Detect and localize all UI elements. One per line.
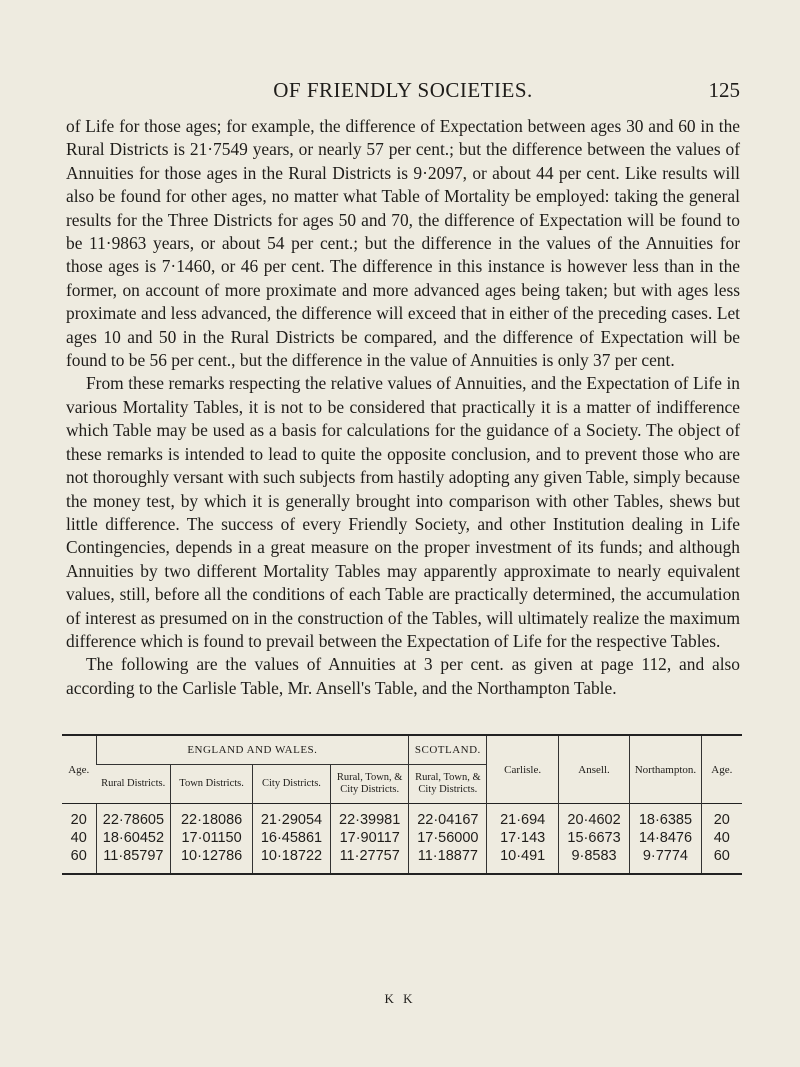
table-row: [62, 804, 742, 830]
age-cell: 40: [70, 830, 87, 846]
rural-cell: 22·78605: [96, 804, 171, 830]
scotland-cell: 17·56000: [409, 829, 487, 847]
running-title: OF FRIENDLY SOCIETIES.: [273, 78, 533, 102]
england-wales-header: ENGLAND AND WALES.: [96, 735, 409, 765]
age-cell-right: 20: [701, 804, 742, 830]
town-cell: 10·12786: [171, 847, 253, 874]
scotland-header: SCOTLAND.: [409, 735, 487, 765]
rural-cell: 18·60452: [96, 829, 171, 847]
city-cell: 10·18722: [252, 847, 330, 874]
rural-districts-header: Rural Districts.: [96, 765, 171, 804]
body-text: [66, 115, 740, 700]
table-row: [62, 829, 742, 847]
carlisle-header: Carlisle.: [487, 735, 558, 804]
paragraph-2: From these remarks respecting the relative values of Annuities, and the Expectation of Life in various Mortality Tables, it is not to be considered that practically it is a matter of indifference which Table may be used as a basis for calculations for the guidance of a Society. The object of these remarks is intended to lead to quite the opposite conclusion, and to prevent those who are not thoroughly versant with such subjects from hastily adopting any given Table, simply because the money test, by which it is generally brought into comparison with other Tables, shews but little difference. The success of every Friendly Society, and other Institution dealing in Life Contingencies, depends in a great measure on the proper investment of its funds; and although Annuities by two different Mortality Tables may apparently approximate to nearly equivalent values, still, before all the conditions of each Table are practically determined, the accumulation of interest as presumed on in the construction of the Tables, will ultimately realize the maximum difference which is found to prevail between the Expectation of Life for the respective Tables.: [66, 373, 740, 651]
age-cell-right: 40: [701, 829, 742, 847]
age-header-right: Age.: [701, 735, 742, 804]
age-header: Age.: [68, 763, 90, 776]
page-header: [66, 78, 740, 102]
age-cell: 60: [70, 848, 87, 864]
northampton-header: Northampton.: [630, 735, 701, 804]
northampton-cell: 14·8476: [630, 829, 701, 847]
carlisle-cell: 21·694: [487, 804, 558, 830]
northampton-cell: 18·6385: [630, 804, 701, 830]
rtc-cell: 22·39981: [331, 804, 409, 830]
ansell-cell: 15·6673: [558, 829, 629, 847]
northampton-cell: 9·7774: [630, 847, 701, 874]
page-number: 125: [708, 78, 740, 102]
town-districts-header: Town Districts.: [171, 765, 253, 804]
rtc-cell: 11·27757: [331, 847, 409, 874]
scotland-all-districts-header: Rural, Town, & City Districts.: [409, 765, 487, 804]
city-cell: 21·29054: [252, 804, 330, 830]
town-cell: 17·01150: [171, 829, 253, 847]
city-districts-header: City Districts.: [252, 765, 330, 804]
rural-town-city-header: Rural, Town, & City Districts.: [331, 765, 409, 804]
paragraph-3: The following are the values of Annuities at 3 per cent. as given at page 112, and also according to the Carlisle Table, Mr. Ansell's Table, and the Northampton Table.: [66, 654, 740, 698]
table-row: [62, 847, 742, 874]
ansell-cell: 9·8583: [558, 847, 629, 874]
rural-cell: 11·85797: [96, 847, 171, 874]
city-cell: 16·45861: [252, 829, 330, 847]
scotland-cell: 11·18877: [409, 847, 487, 874]
ansell-cell: 20·4602: [558, 804, 629, 830]
town-cell: 22·18086: [171, 804, 253, 830]
scotland-cell: 22·04167: [409, 804, 487, 830]
rtc-cell: 17·90117: [331, 829, 409, 847]
signature-mark: K K: [384, 991, 416, 1006]
carlisle-cell: 10·491: [487, 847, 558, 874]
age-cell: 20: [62, 804, 96, 830]
paragraph-1: of Life for those ages; for example, the difference of Expectation between ages 30 and 60 in the Rural Districts is 21·7549 years, or nearly 57 per cent.; but the difference between the values of Annuities for those ages in the Rural Districts is 9·2097, or about 44 per cent. Like results will also be found for other ages, no matter what Table of Mortality be employed: taking the general results for the Three Districts for ages 50 and 70, the difference of Expectation will be found to be 11·9863 years, or about 54 per cent.; but the difference in the values of the Annuities for those ages is 7·1460, or 46 per cent. The difference in this instance is however less than in the former, on account of more proximate and more advanced ages being taken; but with ages less proximate and less advanced, the difference will exceed that in either of the preceding cases. Let ages 10 and 50 in the Rural Districts be compared, and the difference of Expectation will be found to be 56 per cent., but the difference in the value of Annuities is only 37 per cent.: [66, 116, 740, 371]
ansell-header: Ansell.: [558, 735, 629, 804]
age-cell-right: 60: [701, 847, 742, 874]
annuity-table: [62, 734, 742, 875]
carlisle-cell: 17·143: [487, 829, 558, 847]
